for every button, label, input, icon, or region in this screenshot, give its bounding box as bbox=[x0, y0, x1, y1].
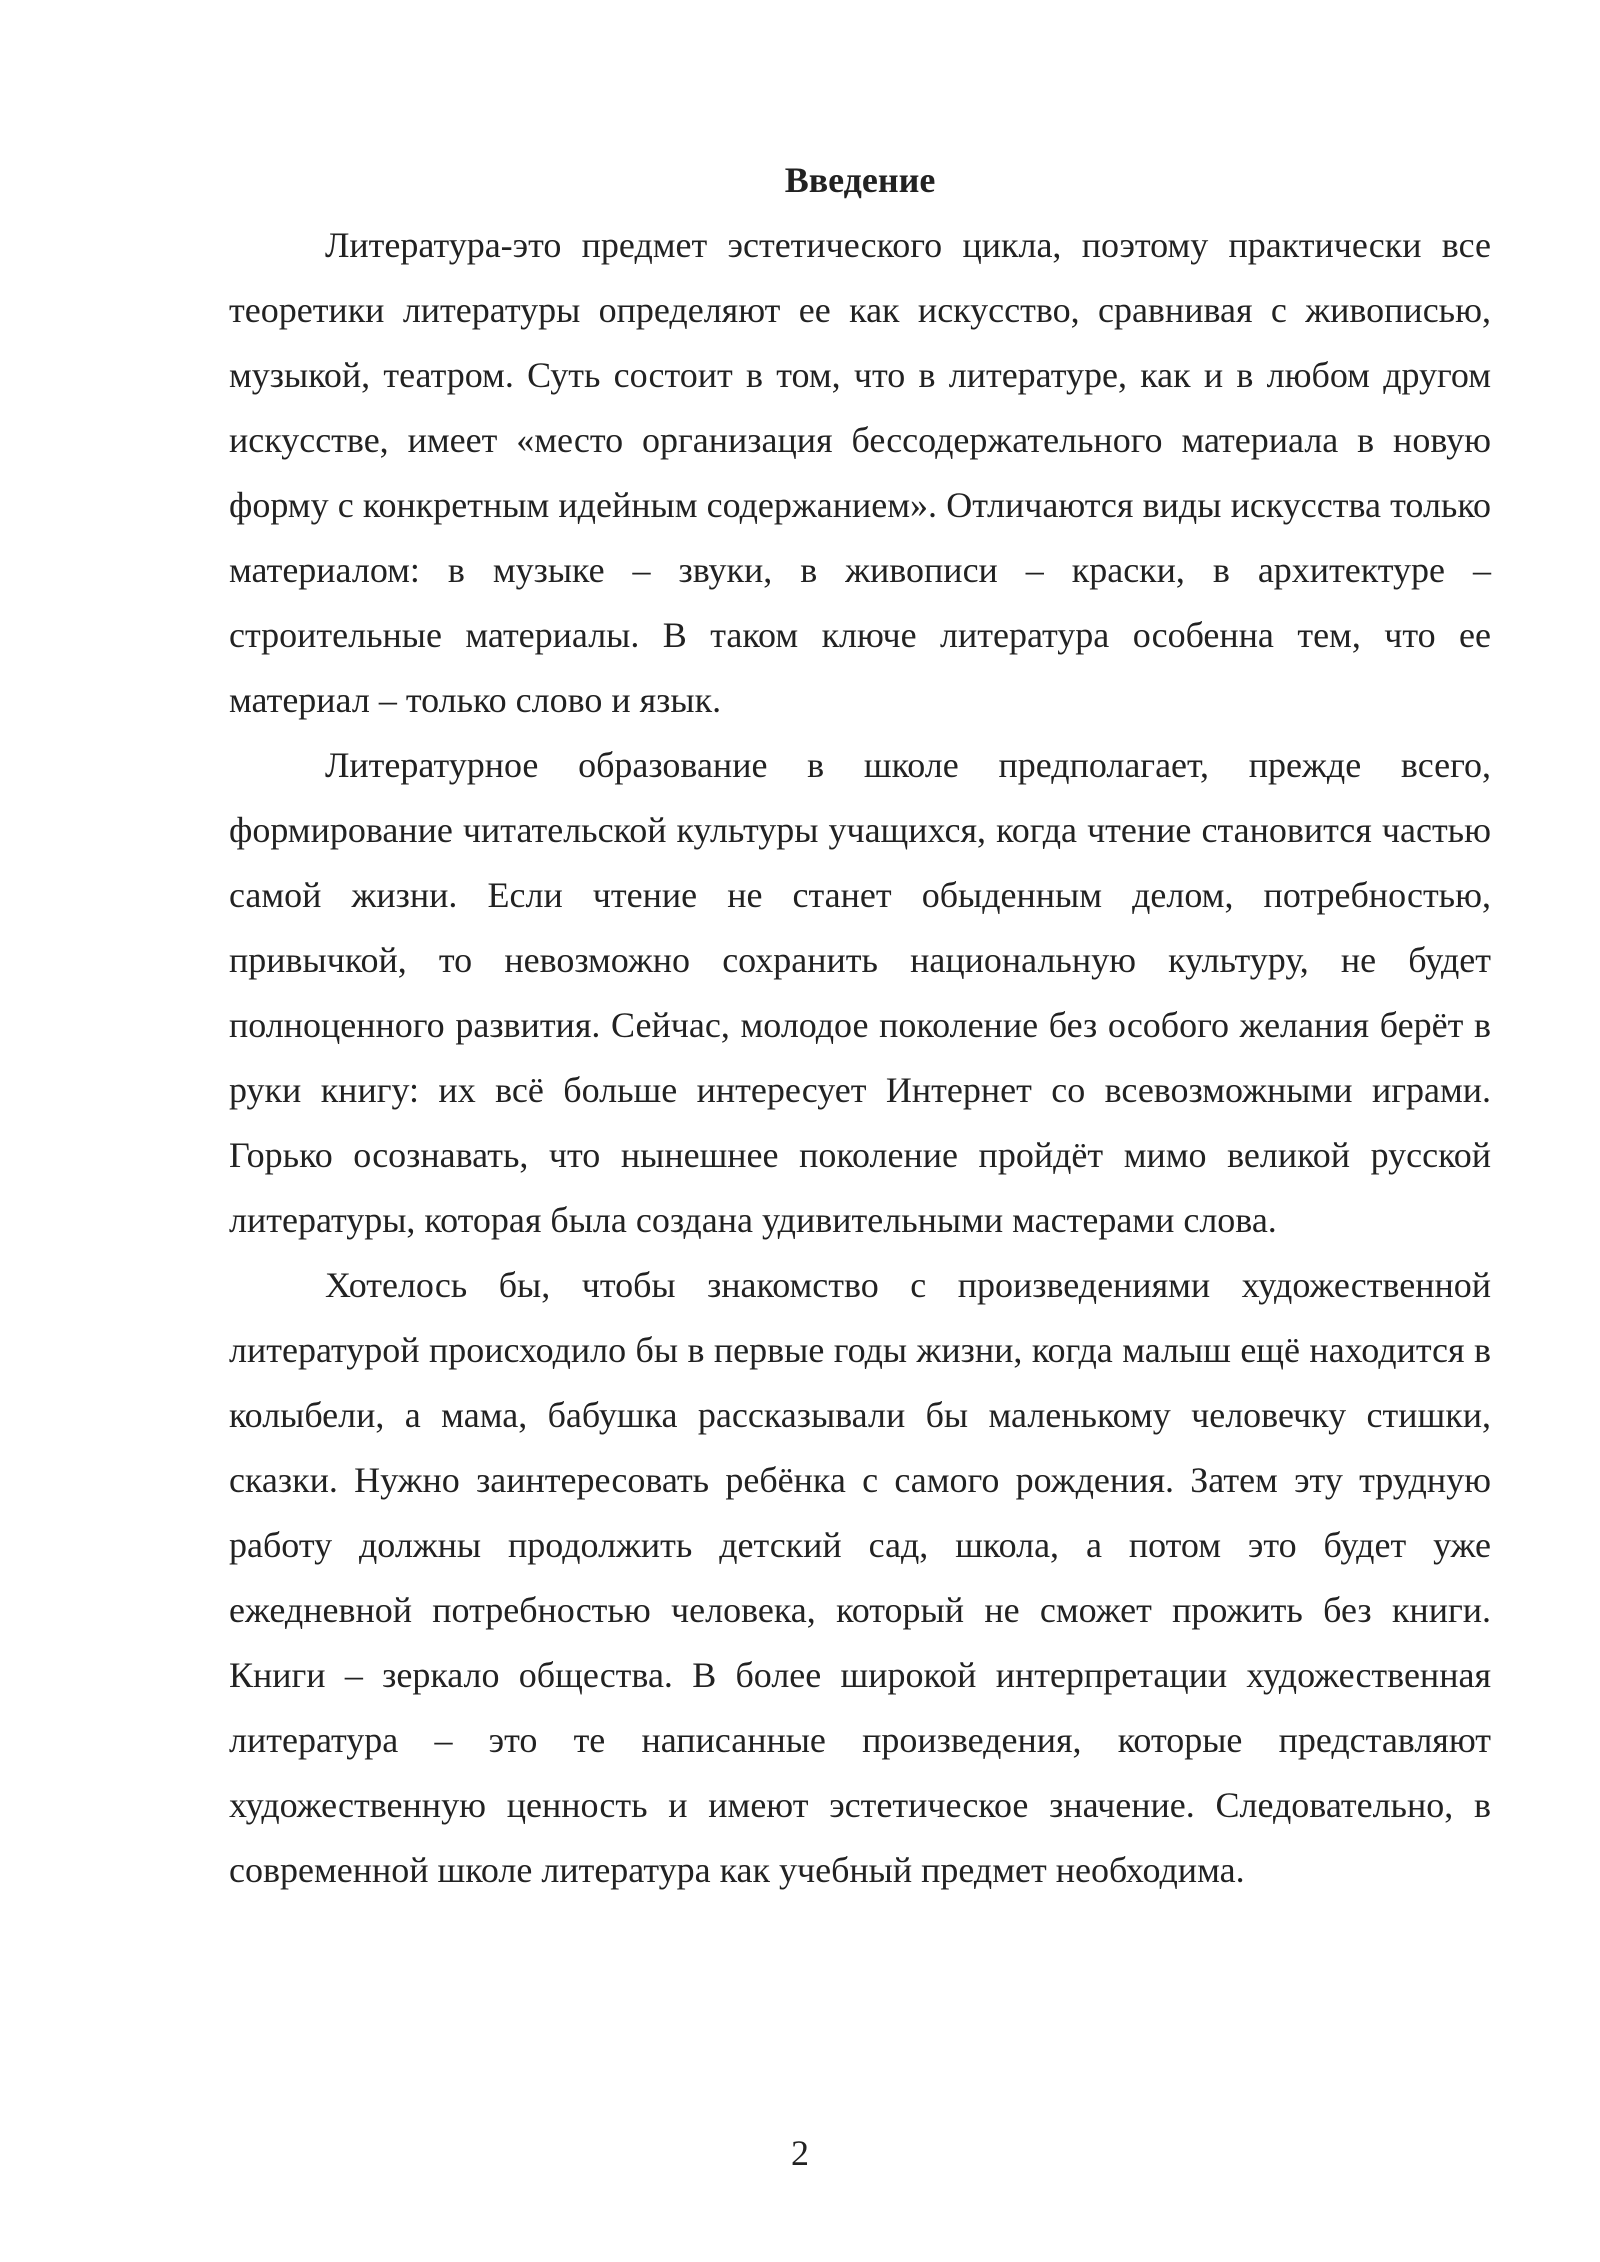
section-heading: Введение bbox=[784, 160, 936, 200]
paragraph-1: Литература-это предмет эстетического цикла, поэтому практически все теоретики литературы определяют ее как искусство, сравнивая с живописью, музыкой, театром. Суть состоит в том, что в литературе, как и в любом другом искусстве, имеет «место организация бессодержательного материала в новую форму с конкретным идейным содержанием». Отличаются виды искусства только материалом: в музыке – звуки, в живописи – краски, в архитектуре – строительные материалы. В таком ключе литература особенна тем, что ее материал – только слово и язык. bbox=[229, 225, 1491, 720]
page-number: 2 bbox=[791, 2133, 809, 2173]
paragraph-2: Литературное образование в школе предполагает, прежде всего, формирование читательской культуры учащихся, когда чтение становится частью самой жизни. Если чтение не станет обыденным делом, потребностью, привычкой, то невозможно сохранить национальную культуру, не будет полноценного развития. Сейчас, молодое поколение без особого желания берёт в руки книгу: их всё больше интересует Интернет со всевозможными играми. Горько осознавать, что нынешнее поколение пройдёт мимо великой русской литературы, которая была создана удивительными мастерами слова. bbox=[229, 745, 1491, 1240]
page-body bbox=[229, 148, 1491, 1903]
paragraph-3: Хотелось бы, чтобы знакомство с произведениями художественной литературой происходило бы в первые годы жизни, когда малыш ещё находится в колыбели, а мама, бабушка рассказывали бы маленькому человечку стишки, сказки. Нужно заинтересовать ребёнка с самого рождения. Затем эту трудную работу должны продолжить детский сад, школа, а потом это будет уже ежедневной потребностью человека, который не сможет прожить без книги. Книги – зеркало общества. В более широкой интерпретации художественная литература – это те написанные произведения, которые представляют художественную ценность и имеют эстетическое значение. Следовательно, в современной школе литература как учебный предмет необходима. bbox=[229, 1265, 1491, 1890]
